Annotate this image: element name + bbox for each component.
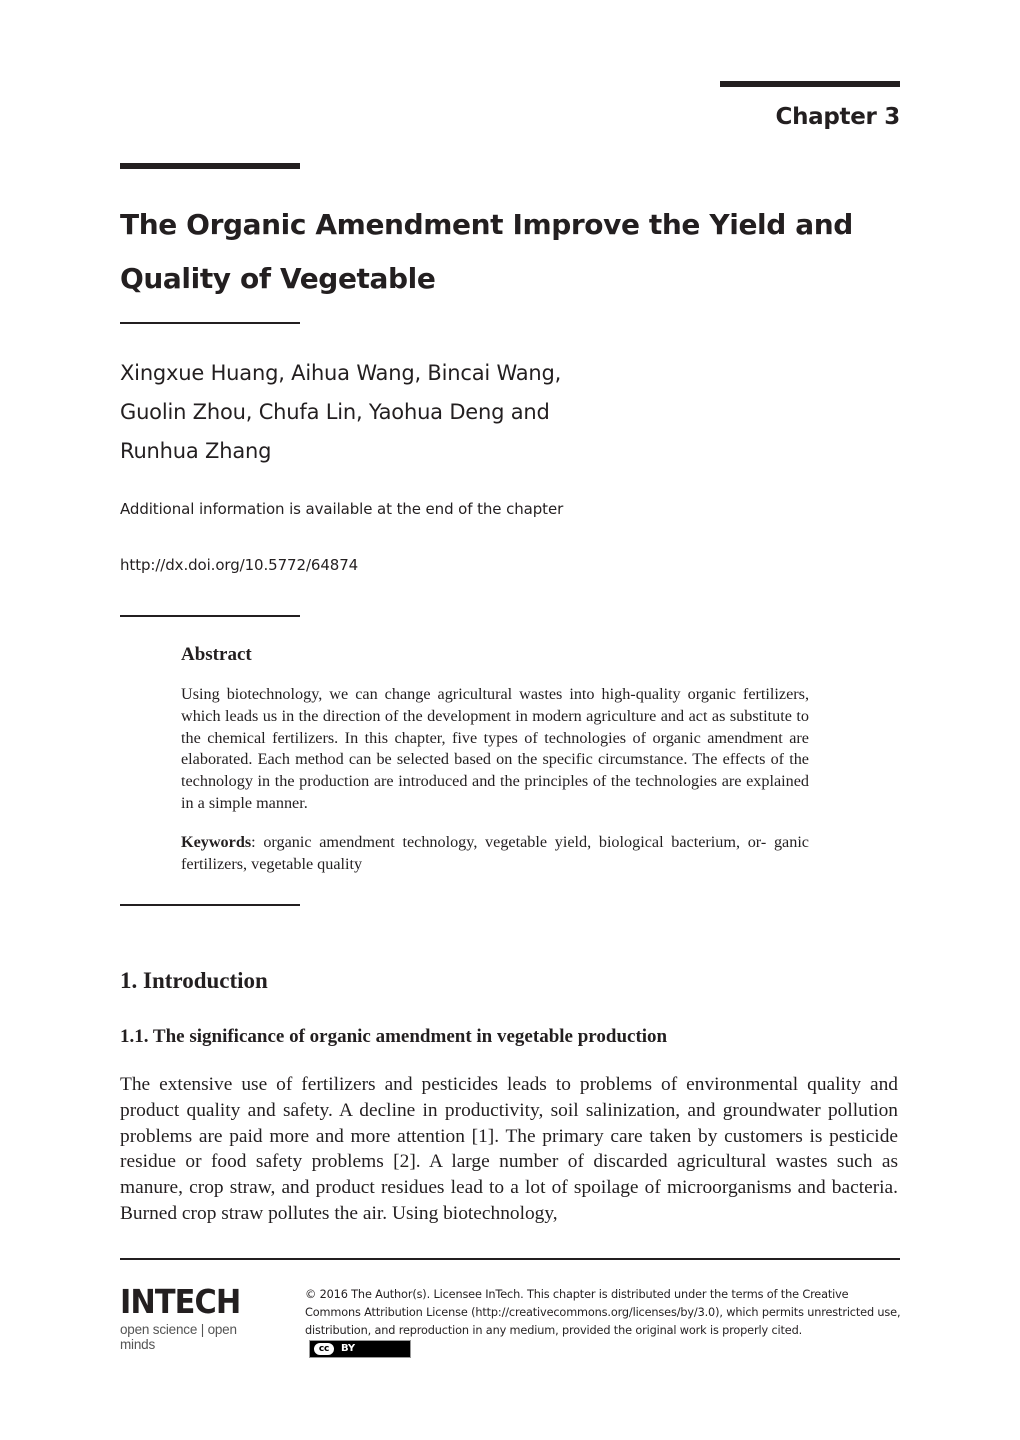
logo-tagline: open science | open minds: [120, 1322, 237, 1352]
author-line: Runhua Zhang: [120, 439, 272, 463]
keywords-label: Keywords: [181, 833, 252, 851]
abstract-body: Using biotechnology, we can change agricultural wastes into high-quality organic fertilizers, which leads us in the direction of the development in modern agriculture and act as substitute to the chemical fertilizers. In this chapter, five types of technologies of organic amendment are elaborated. Each method can be selected based on the specific circumstance. The effects of the technology in the production are introduced and the principles of the technologies are explained in a simple manner.: [181, 685, 809, 812]
abstract-heading: Abstract: [181, 644, 252, 665]
by-label: BY: [341, 1343, 356, 1354]
additional-info: Additional information is available at the end of the chapter: [120, 500, 564, 518]
title-rule-bottom: [120, 322, 300, 324]
intech-logo: [120, 1284, 250, 1352]
author-line: Guolin Zhou, Chufa Lin, Yaohua Deng and: [120, 400, 550, 424]
subsection-heading: 1.1. The significance of organic amendment in vegetable production: [120, 1026, 668, 1047]
chapter-title: [120, 198, 880, 306]
title-rule-top: [120, 163, 300, 169]
chapter-title-line: The Organic Amendment Improve the Yield and: [120, 208, 853, 241]
doi-link[interactable]: http://dx.doi.org/10.5772/64874: [120, 556, 359, 574]
chapter-title-line: Quality of Vegetable: [120, 262, 436, 295]
chapter-rule: [720, 81, 900, 87]
cc-icon: cc: [313, 1342, 335, 1356]
author-line: Xingxue Huang, Aihua Wang, Bincai Wang,: [120, 361, 562, 385]
keywords-text: : organic amendment technology, vegetable yield, biological bacterium, or- ganic fertilizers, vegetable quality: [181, 833, 809, 873]
keywords: [181, 832, 809, 876]
license-text: © 2016 The Author(s). Licensee InTech. This chapter is distributed under the terms of the Creative Commons Attribution License (http://creativecommons.org/licenses/by/3.0), which permits unrestricted use, distribution, and reproduction in any medium, provided the original work is properly cited.: [305, 1288, 901, 1337]
chapter-label: Chapter 3: [775, 104, 900, 130]
license-notice: [305, 1286, 905, 1358]
body-paragraph: The extensive use of fertilizers and pesticides leads to problems of environmental quality and product quality and safety. A decline in productivity, soil salinization, and groundwater pollution problems are paid more and more attention [1]. The primary care taken by customers is pesticide residue or food safety problems [2]. A large number of discarded agricultural wastes such as manure, crop straw, and product residues lead to a lot of spoilage of microorganisms and bacteria. Burned crop straw pollutes the air. Using biotechnology,: [120, 1074, 898, 1224]
logo-wordmark: INTECH: [120, 1282, 241, 1321]
author-list: [120, 354, 680, 471]
abstract-rule-bottom: [120, 904, 300, 906]
footer-rule: [120, 1258, 900, 1260]
section-heading: 1. Introduction: [120, 968, 268, 993]
cc-by-badge-icon[interactable]: [309, 1340, 411, 1358]
abstract-rule-top: [120, 615, 300, 617]
